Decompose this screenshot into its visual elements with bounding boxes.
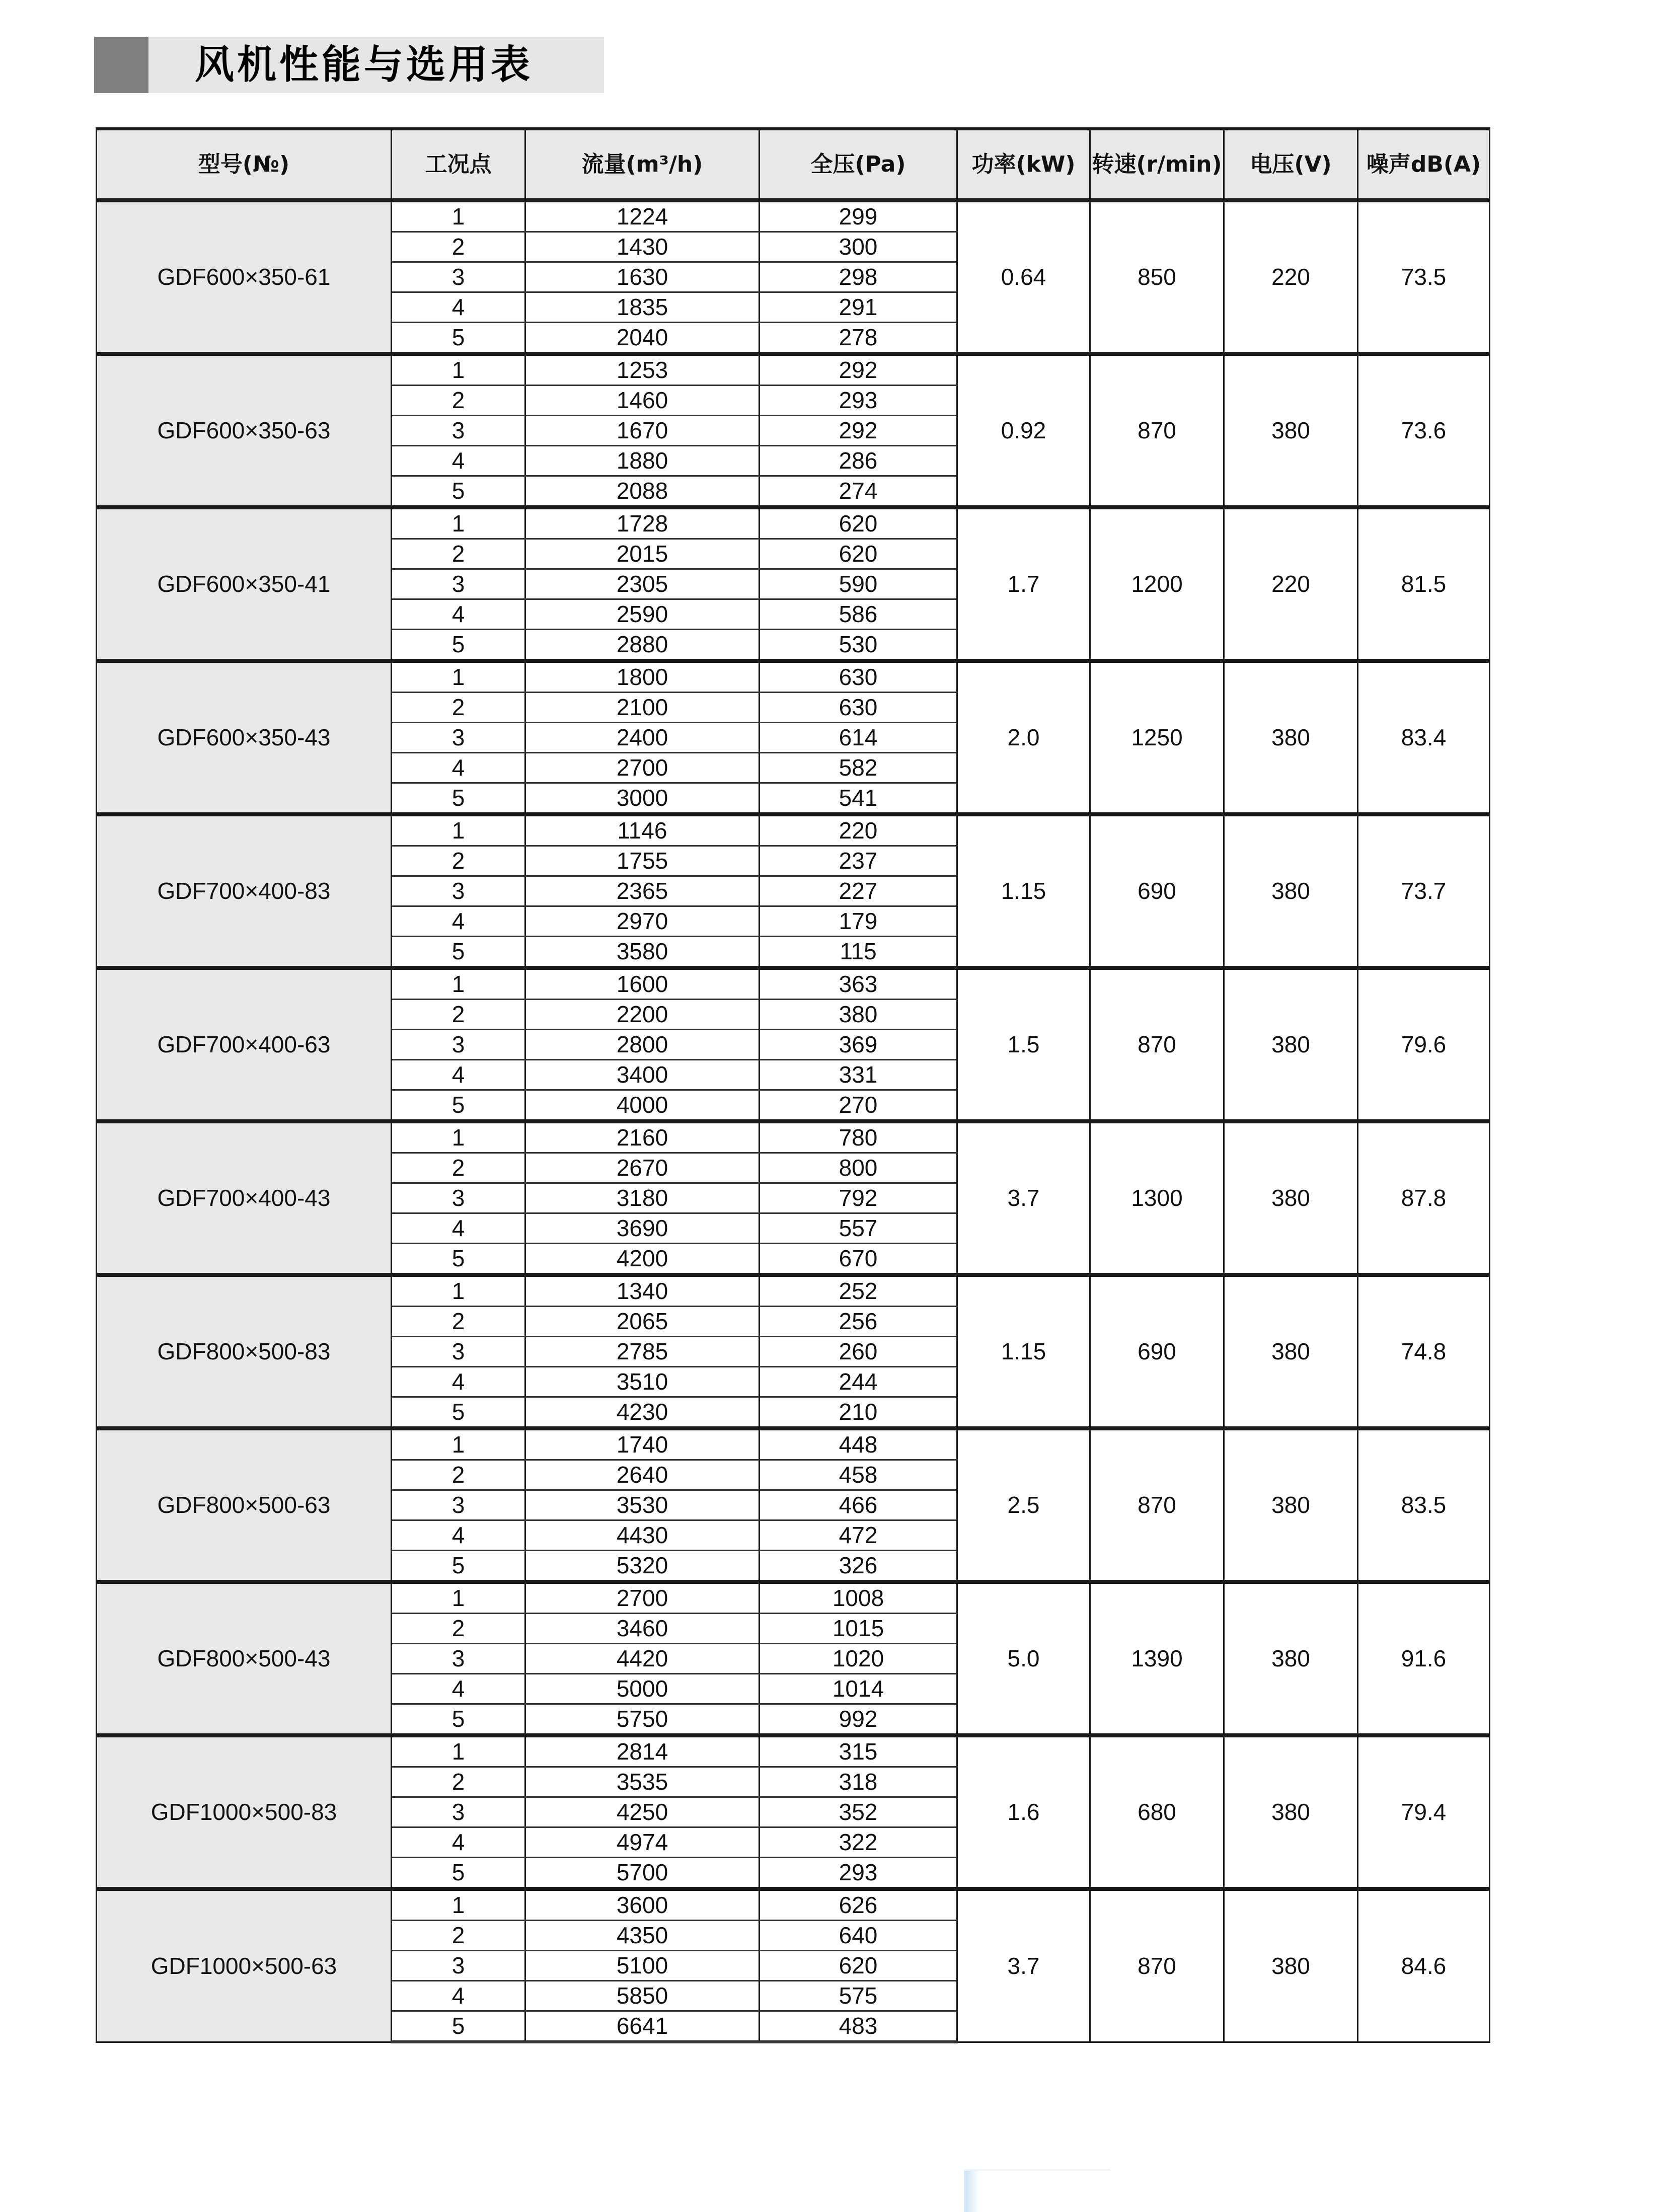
pressure-cell: 582 <box>760 753 957 783</box>
pressure-cell: 352 <box>760 1797 957 1827</box>
point-cell: 3 <box>392 569 525 599</box>
pressure-cell: 458 <box>760 1460 957 1490</box>
flow-cell: 2305 <box>525 569 760 599</box>
point-cell: 2 <box>392 1614 525 1644</box>
model-cell: GDF700×400-43 <box>97 1121 392 1275</box>
flow-cell: 5100 <box>525 1951 760 1981</box>
pressure-cell: 575 <box>760 1981 957 2011</box>
pressure-cell: 237 <box>760 846 957 876</box>
pressure-cell: 472 <box>760 1520 957 1551</box>
flow-cell: 1224 <box>525 200 760 232</box>
noise-cell: 73.6 <box>1358 354 1490 507</box>
noise-cell: 79.6 <box>1358 968 1490 1121</box>
table-row <box>97 968 1490 1000</box>
pressure-cell: 256 <box>760 1307 957 1337</box>
point-cell: 2 <box>392 1153 525 1183</box>
speed-cell: 690 <box>1090 1275 1224 1428</box>
voltage-cell: 220 <box>1224 200 1358 354</box>
point-cell: 4 <box>392 906 525 937</box>
pressure-cell: 291 <box>760 292 957 323</box>
table-row <box>97 1275 1490 1307</box>
flow-cell: 2814 <box>525 1735 760 1767</box>
flow-cell: 2015 <box>525 539 760 569</box>
speed-cell: 1250 <box>1090 661 1224 814</box>
pressure-cell: 210 <box>760 1397 957 1429</box>
pressure-cell: 220 <box>760 814 957 846</box>
pressure-cell: 322 <box>760 1827 957 1858</box>
model-cell: GDF800×500-63 <box>97 1428 392 1582</box>
flow-cell: 1340 <box>525 1275 760 1307</box>
table-row <box>97 814 1490 846</box>
flow-cell: 2100 <box>525 693 760 723</box>
point-cell: 3 <box>392 1490 525 1520</box>
flow-cell: 3180 <box>525 1183 760 1213</box>
point-cell: 5 <box>392 630 525 661</box>
point-cell: 2 <box>392 1921 525 1951</box>
pressure-cell: 293 <box>760 1858 957 1889</box>
model-cell: GDF600×350-43 <box>97 661 392 814</box>
table-row <box>97 354 1490 386</box>
model-cell: GDF1000×500-83 <box>97 1735 392 1889</box>
flow-cell: 1728 <box>525 507 760 539</box>
pressure-cell: 244 <box>760 1367 957 1397</box>
header-noise: 噪声dB(A) <box>1358 129 1490 200</box>
noise-cell: 73.5 <box>1358 200 1490 354</box>
point-cell: 1 <box>392 1582 525 1614</box>
flow-cell: 3690 <box>525 1213 760 1244</box>
point-cell: 5 <box>392 1397 525 1429</box>
model-cell: GDF700×400-83 <box>97 814 392 968</box>
model-cell: GDF700×400-63 <box>97 968 392 1121</box>
pressure-cell: 293 <box>760 386 957 416</box>
model-cell: GDF600×350-61 <box>97 200 392 354</box>
point-cell: 3 <box>392 876 525 906</box>
pressure-cell: 630 <box>760 661 957 693</box>
flow-cell: 5850 <box>525 1981 760 2011</box>
pressure-cell: 1008 <box>760 1582 957 1614</box>
pressure-cell: 292 <box>760 416 957 446</box>
voltage-cell: 380 <box>1224 1428 1358 1582</box>
pressure-cell: 620 <box>760 539 957 569</box>
pressure-cell: 380 <box>760 1000 957 1030</box>
flow-cell: 1740 <box>525 1428 760 1460</box>
voltage-cell: 380 <box>1224 1582 1358 1735</box>
flow-cell: 5000 <box>525 1674 760 1704</box>
noise-cell: 74.8 <box>1358 1275 1490 1428</box>
point-cell: 5 <box>392 1090 525 1122</box>
point-cell: 1 <box>392 1275 525 1307</box>
flow-cell: 4000 <box>525 1090 760 1122</box>
flow-cell: 2200 <box>525 1000 760 1030</box>
point-cell: 1 <box>392 1889 525 1921</box>
pressure-cell: 483 <box>760 2011 957 2042</box>
pressure-cell: 586 <box>760 599 957 630</box>
pressure-cell: 260 <box>760 1337 957 1367</box>
pressure-cell: 286 <box>760 446 957 476</box>
point-cell: 3 <box>392 1337 525 1367</box>
noise-cell: 79.4 <box>1358 1735 1490 1889</box>
power-cell: 1.5 <box>957 968 1090 1121</box>
flow-cell: 2800 <box>525 1030 760 1060</box>
power-cell: 3.7 <box>957 1121 1090 1275</box>
voltage-cell: 220 <box>1224 507 1358 661</box>
noise-cell: 83.4 <box>1358 661 1490 814</box>
point-cell: 1 <box>392 968 525 1000</box>
header-power: 功率(kW) <box>957 129 1090 200</box>
point-cell: 5 <box>392 323 525 354</box>
point-cell: 3 <box>392 1644 525 1674</box>
speed-cell: 680 <box>1090 1735 1224 1889</box>
pressure-cell: 448 <box>760 1428 957 1460</box>
speed-cell: 870 <box>1090 354 1224 507</box>
flow-cell: 3535 <box>525 1767 760 1797</box>
flow-cell: 4974 <box>525 1827 760 1858</box>
point-cell: 1 <box>392 200 525 232</box>
point-cell: 4 <box>392 1674 525 1704</box>
point-cell: 1 <box>392 661 525 693</box>
flow-cell: 5320 <box>525 1551 760 1582</box>
model-cell: GDF1000×500-63 <box>97 1889 392 2042</box>
point-cell: 2 <box>392 539 525 569</box>
flow-cell: 2700 <box>525 753 760 783</box>
pressure-cell: 363 <box>760 968 957 1000</box>
speed-cell: 1200 <box>1090 507 1224 661</box>
model-cell: GDF600×350-41 <box>97 507 392 661</box>
power-cell: 3.7 <box>957 1889 1090 2042</box>
point-cell: 4 <box>392 1213 525 1244</box>
voltage-cell: 380 <box>1224 661 1358 814</box>
table-row <box>97 661 1490 693</box>
power-cell: 5.0 <box>957 1582 1090 1735</box>
flow-cell: 3460 <box>525 1614 760 1644</box>
voltage-cell: 380 <box>1224 968 1358 1121</box>
point-cell: 2 <box>392 386 525 416</box>
point-cell: 1 <box>392 1428 525 1460</box>
pressure-cell: 179 <box>760 906 957 937</box>
flow-cell: 3600 <box>525 1889 760 1921</box>
pressure-cell: 369 <box>760 1030 957 1060</box>
point-cell: 3 <box>392 723 525 753</box>
table-body <box>97 200 1490 2042</box>
power-cell: 0.92 <box>957 354 1090 507</box>
power-cell: 2.5 <box>957 1428 1090 1582</box>
header-row <box>97 129 1490 200</box>
speed-cell: 870 <box>1090 968 1224 1121</box>
point-cell: 5 <box>392 937 525 968</box>
voltage-cell: 380 <box>1224 1889 1358 2042</box>
flow-cell: 4230 <box>525 1397 760 1429</box>
flow-cell: 3580 <box>525 937 760 968</box>
flow-cell: 3510 <box>525 1367 760 1397</box>
flow-cell: 4200 <box>525 1244 760 1275</box>
header-speed: 转速(r/min) <box>1090 129 1224 200</box>
pressure-cell: 274 <box>760 476 957 508</box>
noise-cell: 87.8 <box>1358 1121 1490 1275</box>
flow-cell: 4430 <box>525 1520 760 1551</box>
point-cell: 1 <box>392 1735 525 1767</box>
flow-cell: 5750 <box>525 1704 760 1736</box>
flow-cell: 3530 <box>525 1490 760 1520</box>
header-flow: 流量(m³/h) <box>525 129 760 200</box>
pressure-cell: 541 <box>760 783 957 815</box>
speed-cell: 850 <box>1090 200 1224 354</box>
flow-cell: 2065 <box>525 1307 760 1337</box>
flow-cell: 1460 <box>525 386 760 416</box>
point-cell: 5 <box>392 476 525 508</box>
power-cell: 1.7 <box>957 507 1090 661</box>
voltage-cell: 380 <box>1224 354 1358 507</box>
power-cell: 1.15 <box>957 814 1090 968</box>
table-row <box>97 1735 1490 1767</box>
voltage-cell: 380 <box>1224 1121 1358 1275</box>
point-cell: 2 <box>392 1000 525 1030</box>
point-cell: 3 <box>392 262 525 292</box>
point-cell: 5 <box>392 2011 525 2042</box>
voltage-cell: 380 <box>1224 1275 1358 1428</box>
pressure-cell: 326 <box>760 1551 957 1582</box>
pressure-cell: 292 <box>760 354 957 386</box>
flow-cell: 1600 <box>525 968 760 1000</box>
point-cell: 5 <box>392 783 525 815</box>
flow-cell: 2040 <box>525 323 760 354</box>
point-cell: 4 <box>392 1060 525 1090</box>
point-cell: 2 <box>392 693 525 723</box>
pressure-cell: 992 <box>760 1704 957 1736</box>
pressure-cell: 590 <box>760 569 957 599</box>
table-row <box>97 1428 1490 1460</box>
pressure-cell: 278 <box>760 323 957 354</box>
table-row <box>97 1121 1490 1153</box>
pressure-cell: 670 <box>760 1244 957 1275</box>
pressure-cell: 630 <box>760 693 957 723</box>
point-cell: 3 <box>392 1183 525 1213</box>
model-cell: GDF800×500-83 <box>97 1275 392 1428</box>
pressure-cell: 227 <box>760 876 957 906</box>
point-cell: 4 <box>392 446 525 476</box>
flow-cell: 4350 <box>525 1921 760 1951</box>
point-cell: 2 <box>392 1767 525 1797</box>
bottom-decoration <box>964 2169 1110 2212</box>
voltage-cell: 380 <box>1224 1735 1358 1889</box>
flow-cell: 2400 <box>525 723 760 753</box>
pressure-cell: 614 <box>760 723 957 753</box>
flow-cell: 1430 <box>525 232 760 262</box>
point-cell: 1 <box>392 1121 525 1153</box>
noise-cell: 84.6 <box>1358 1889 1490 2042</box>
flow-cell: 1800 <box>525 661 760 693</box>
pressure-cell: 640 <box>760 1921 957 1951</box>
pressure-cell: 780 <box>760 1121 957 1153</box>
flow-cell: 2880 <box>525 630 760 661</box>
pressure-cell: 466 <box>760 1490 957 1520</box>
header-point: 工况点 <box>392 129 525 200</box>
table-row <box>97 200 1490 232</box>
flow-cell: 6641 <box>525 2011 760 2042</box>
flow-cell: 5700 <box>525 1858 760 1889</box>
point-cell: 2 <box>392 1460 525 1490</box>
speed-cell: 1300 <box>1090 1121 1224 1275</box>
page-title: 风机性能与选用表 <box>195 42 534 88</box>
pressure-cell: 620 <box>760 507 957 539</box>
pressure-cell: 299 <box>760 200 957 232</box>
flow-cell: 2160 <box>525 1121 760 1153</box>
pressure-cell: 115 <box>760 937 957 968</box>
pressure-cell: 252 <box>760 1275 957 1307</box>
pressure-cell: 300 <box>760 232 957 262</box>
pressure-cell: 530 <box>760 630 957 661</box>
model-cell: GDF600×350-63 <box>97 354 392 507</box>
point-cell: 5 <box>392 1704 525 1736</box>
point-cell: 1 <box>392 507 525 539</box>
flow-cell: 2088 <box>525 476 760 508</box>
flow-cell: 4420 <box>525 1644 760 1674</box>
flow-cell: 1253 <box>525 354 760 386</box>
flow-cell: 2640 <box>525 1460 760 1490</box>
flow-cell: 4250 <box>525 1797 760 1827</box>
pressure-cell: 1015 <box>760 1614 957 1644</box>
point-cell: 4 <box>392 1520 525 1551</box>
flow-cell: 1755 <box>525 846 760 876</box>
power-cell: 2.0 <box>957 661 1090 814</box>
flow-cell: 3400 <box>525 1060 760 1090</box>
table-row <box>97 1582 1490 1614</box>
point-cell: 1 <box>392 354 525 386</box>
power-cell: 1.15 <box>957 1275 1090 1428</box>
point-cell: 4 <box>392 1981 525 2011</box>
flow-cell: 1880 <box>525 446 760 476</box>
pressure-cell: 298 <box>760 262 957 292</box>
point-cell: 4 <box>392 1367 525 1397</box>
point-cell: 4 <box>392 292 525 323</box>
point-cell: 5 <box>392 1858 525 1889</box>
pressure-cell: 315 <box>760 1735 957 1767</box>
flow-cell: 2365 <box>525 876 760 906</box>
title-accent-block <box>94 37 148 93</box>
flow-cell: 1146 <box>525 814 760 846</box>
pressure-cell: 331 <box>760 1060 957 1090</box>
fan-performance-table <box>96 127 1490 2043</box>
voltage-cell: 380 <box>1224 814 1358 968</box>
flow-cell: 2970 <box>525 906 760 937</box>
point-cell: 3 <box>392 1030 525 1060</box>
table-row <box>97 1889 1490 1921</box>
point-cell: 1 <box>392 814 525 846</box>
pressure-cell: 1014 <box>760 1674 957 1704</box>
speed-cell: 870 <box>1090 1889 1224 2042</box>
point-cell: 2 <box>392 846 525 876</box>
point-cell: 5 <box>392 1244 525 1275</box>
flow-cell: 2700 <box>525 1582 760 1614</box>
flow-cell: 3000 <box>525 783 760 815</box>
header-model: 型号(№) <box>97 129 392 200</box>
pressure-cell: 1020 <box>760 1644 957 1674</box>
title-bar <box>94 37 604 93</box>
speed-cell: 690 <box>1090 814 1224 968</box>
point-cell: 3 <box>392 1797 525 1827</box>
flow-cell: 2785 <box>525 1337 760 1367</box>
pressure-cell: 620 <box>760 1951 957 1981</box>
speed-cell: 870 <box>1090 1428 1224 1582</box>
flow-cell: 1630 <box>525 262 760 292</box>
noise-cell: 83.5 <box>1358 1428 1490 1582</box>
noise-cell: 73.7 <box>1358 814 1490 968</box>
point-cell: 4 <box>392 1827 525 1858</box>
noise-cell: 81.5 <box>1358 507 1490 661</box>
point-cell: 4 <box>392 599 525 630</box>
header-pressure: 全压(Pa) <box>760 129 957 200</box>
power-cell: 0.64 <box>957 200 1090 354</box>
flow-cell: 2670 <box>525 1153 760 1183</box>
point-cell: 2 <box>392 232 525 262</box>
point-cell: 3 <box>392 416 525 446</box>
pressure-cell: 800 <box>760 1153 957 1183</box>
flow-cell: 1835 <box>525 292 760 323</box>
power-cell: 1.6 <box>957 1735 1090 1889</box>
noise-cell: 91.6 <box>1358 1582 1490 1735</box>
point-cell: 5 <box>392 1551 525 1582</box>
flow-cell: 2590 <box>525 599 760 630</box>
header-voltage: 电压(V) <box>1224 129 1358 200</box>
point-cell: 4 <box>392 753 525 783</box>
point-cell: 2 <box>392 1307 525 1337</box>
pressure-cell: 557 <box>760 1213 957 1244</box>
flow-cell: 1670 <box>525 416 760 446</box>
model-cell: GDF800×500-43 <box>97 1582 392 1735</box>
pressure-cell: 626 <box>760 1889 957 1921</box>
pressure-cell: 270 <box>760 1090 957 1122</box>
pressure-cell: 318 <box>760 1767 957 1797</box>
pressure-cell: 792 <box>760 1183 957 1213</box>
table-row <box>97 507 1490 539</box>
speed-cell: 1390 <box>1090 1582 1224 1735</box>
point-cell: 3 <box>392 1951 525 1981</box>
